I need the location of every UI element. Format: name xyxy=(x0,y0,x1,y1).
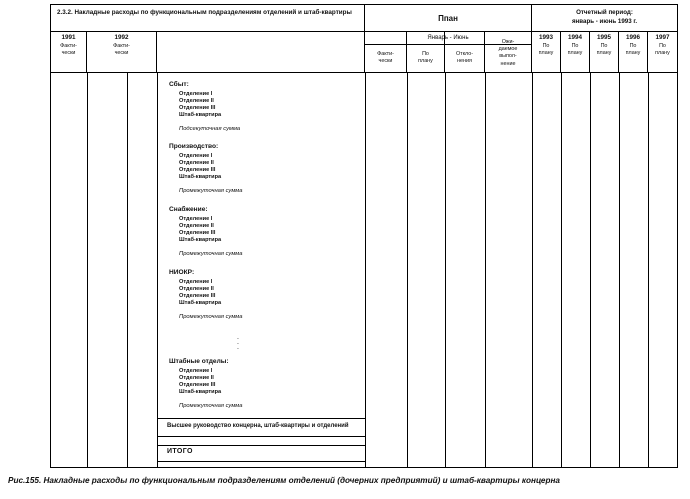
group-1-item-1: Отделение II xyxy=(179,160,214,166)
col-header-1993-year: 1993 xyxy=(538,34,553,41)
col-header-1997 xyxy=(648,32,677,72)
group-2-item-2: Отделение III xyxy=(179,230,216,236)
col-header-jan-jun-deviation-label: Откло- нения xyxy=(455,51,474,65)
group-0-subtotal: Подсекуточная сумма xyxy=(179,126,241,132)
col-header-1996-year: 1996 xyxy=(625,34,640,41)
row-divider-management-bottom xyxy=(157,436,365,437)
plan-header: Ппан xyxy=(365,5,532,31)
group-title-niokr: НИОКР: xyxy=(169,269,195,276)
col-header-jan-jun-plan xyxy=(407,32,445,72)
group-3-item-2: Отделение III xyxy=(179,293,216,299)
group-title-proizvodstvo: Производство: xyxy=(169,143,219,150)
group-4-item-1: Отделение II xyxy=(179,375,214,381)
group-4-subtotal: Промежуточная сумма xyxy=(179,403,243,409)
table-header-band xyxy=(51,5,677,32)
table-title: 2.3.2. Накладные расходы по функциональным подразделениям отделений и штаб-квартиры xyxy=(51,5,365,31)
col-header-1996 xyxy=(619,32,648,72)
col-header-names xyxy=(157,32,365,72)
col-header-1992-year: 1992 xyxy=(114,34,129,41)
col-header-1995-year: 1995 xyxy=(596,34,611,41)
figure-caption xyxy=(8,476,682,485)
col-header-1995-sub: По плану xyxy=(596,43,612,57)
grid-line-v7 xyxy=(485,73,486,468)
col-header-jan-jun-actual xyxy=(365,32,407,72)
col-header-jan-jun-deviation xyxy=(445,32,485,72)
group-title-shtabnye: Штабные отделы: xyxy=(169,358,229,365)
row-divider-total-bottom xyxy=(157,461,365,462)
grid-line-v5 xyxy=(407,73,408,468)
group-2-item-1: Отделение II xyxy=(179,223,214,229)
col-header-1994-sub: По плану xyxy=(567,43,583,57)
group-3-subtotal: Промежуточная сумма xyxy=(179,314,243,320)
row-divider-total-top xyxy=(157,445,365,446)
col-header-1997-sub: По плану xyxy=(655,43,670,57)
col-header-1993 xyxy=(532,32,561,72)
col-header-1993-sub: По плану xyxy=(538,43,554,57)
group-4-item-3: Штаб-квартира xyxy=(179,389,222,395)
col-header-1991-sub: Факти- чески xyxy=(60,43,77,57)
reporting-period-line2: январь - июнь 1993 г. xyxy=(571,17,638,25)
group-3-item-0: Отделение I xyxy=(179,279,213,285)
col-header-1992-sub: Факти- чески xyxy=(113,43,130,57)
management-row-label: Высшее руководство концерна, штаб-квартиры и отделений xyxy=(167,423,349,429)
col-header-jan-jun-actual-label: Факти- чески xyxy=(377,51,394,65)
grid-line-v10 xyxy=(590,73,591,468)
column-header-row xyxy=(51,32,677,73)
grid-line-v11 xyxy=(619,73,620,468)
grid-line-v1 xyxy=(87,73,88,468)
group-0-item-1: Отделение II xyxy=(179,98,214,104)
grid-line-v8 xyxy=(532,73,533,468)
col-header-jan-jun-plan-label: По плану xyxy=(418,51,433,65)
group-0-item-0: Отделение I xyxy=(179,91,213,97)
group-3-item-3: Штаб-квартира xyxy=(179,300,222,306)
col-header-expected xyxy=(485,32,532,72)
group-1-subtotal: Промежуточная сумма xyxy=(179,188,243,194)
col-header-1995 xyxy=(590,32,619,72)
group-0-item-2: Отделение III xyxy=(179,105,216,111)
col-header-1991-year: 1991 xyxy=(61,34,76,41)
grid-line-v3 xyxy=(157,73,158,468)
group-1-item-0: Отделение I xyxy=(179,153,213,159)
col-header-1994 xyxy=(561,32,590,72)
table-body xyxy=(51,73,677,468)
group-4-item-2: Отделение III xyxy=(179,382,216,388)
grid-line-v6 xyxy=(445,73,446,468)
group-1-item-2: Отделение III xyxy=(179,167,216,173)
figure-caption-label: Рис.155. xyxy=(8,476,42,485)
grid-line-v9 xyxy=(561,73,562,468)
col-header-1994-year: 1994 xyxy=(567,34,582,41)
grid-line-v2 xyxy=(127,73,128,468)
col-header-1997-year: 1997 xyxy=(655,34,670,41)
ellipsis-marker: . . . xyxy=(237,334,239,351)
group-title-snabzhenie: Снабжение: xyxy=(169,206,208,213)
group-title-sbyt: Сбыт: xyxy=(169,81,189,88)
reporting-period-header xyxy=(532,5,677,31)
col-header-1991 xyxy=(51,32,87,72)
row-divider-management-top xyxy=(157,418,365,419)
month-group-header: Январь - Июнь xyxy=(365,32,532,45)
group-2-subtotal: Промежуточная сумма xyxy=(179,251,243,257)
group-3-item-1: Отделение II xyxy=(179,286,214,292)
group-1-item-3: Штаб-квартира xyxy=(179,174,222,180)
total-row-label: ИТОГО xyxy=(167,448,193,455)
col-header-expected-label: Ожи- даемое выпол- нение xyxy=(498,39,518,67)
group-4-item-0: Отделение I xyxy=(179,368,213,374)
group-2-item-3: Штаб-квартира xyxy=(179,237,222,243)
overhead-cost-table xyxy=(50,4,678,468)
group-2-item-0: Отделение I xyxy=(179,216,213,222)
col-header-1992 xyxy=(87,32,157,72)
reporting-period-line1: Отчетный период: xyxy=(576,9,633,16)
grid-line-v4 xyxy=(365,73,366,468)
figure-caption-text: Накладные расходы по функциональным подразделениям отделений (дочерних предприятий) и штаб-квартиры концерна xyxy=(43,476,560,485)
col-header-1996-sub: По плану xyxy=(625,43,641,57)
group-0-item-3: Штаб-квартира xyxy=(179,112,222,118)
grid-line-v12 xyxy=(648,73,649,468)
